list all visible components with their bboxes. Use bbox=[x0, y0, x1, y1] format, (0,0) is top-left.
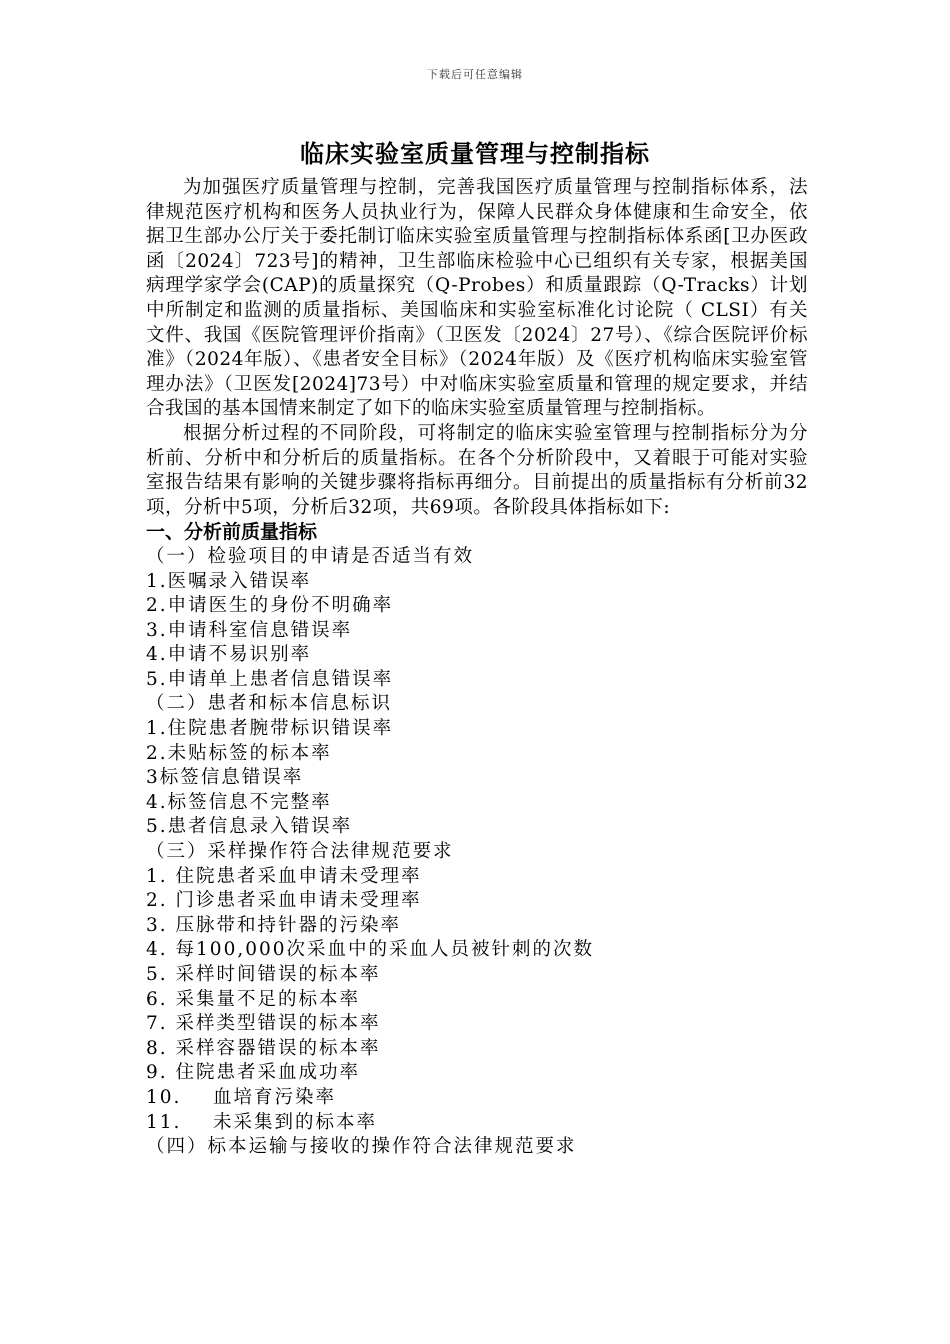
list-item: 11. 未采集到的标本率 bbox=[146, 1111, 377, 1133]
intro-paragraph: 为加强医疗质量管理与控制，完善我国医疗质量管理与控制指标体系，法律规范医疗机构和医务人员执业行为，保障人民群众身体健康和生命安全，依据卫生部办公厅关于委托制订临床实验室质量管理与控制指标体系函[卫办医政函〔2024〕723号]的精神，卫生部临床检验中心已组织有关专家，根据美国病理学家学会(CAP)的质量探究（Q-Probes）和质量跟踪（Q-Tracks）计划中所制定和监测的质量指标、美国临床和实验室标准化讨论院（ CLSI）有关文件、我国《医院管理评价指南》（卫医发〔2024〕27号）、《综合医院评价标准》（2024年版）、《患者安全目标》（2024年版）及《医疗机构临床实验室管理办法》（卫医发[2024]73号）中对临床实验室质量和管理的规定要求，并结合我国的基本国情来制定了如下的临床实验室质量管理与控制指标。 bbox=[146, 177, 808, 420]
indicator-list bbox=[146, 545, 808, 1160]
list-item: （四）标本运输与接收的操作符合法律规范要求 bbox=[146, 1136, 577, 1158]
list-item: 3.申请科室信息错误率 bbox=[146, 619, 353, 641]
list-item: 4.申请不易识别率 bbox=[146, 644, 312, 666]
list-item: 3标签信息错误率 bbox=[146, 767, 304, 789]
list-item: 4.标签信息不完整率 bbox=[146, 791, 332, 813]
document-title: 临床实验室质量管理与控制指标 bbox=[300, 140, 650, 168]
list-item: （二）患者和标本信息标识 bbox=[146, 693, 393, 715]
list-item: 5.申请单上患者信息错误率 bbox=[146, 668, 394, 690]
page-header: 下载后可任意编辑 bbox=[427, 68, 523, 81]
list-item: 7. 采样类型错误的标本率 bbox=[146, 1013, 381, 1035]
list-item: 9. 住院患者采血成功率 bbox=[146, 1062, 361, 1084]
list-item: 1. 住院患者采血申请未受理率 bbox=[146, 865, 422, 887]
list-item: 8. 采样容器错误的标本率 bbox=[146, 1037, 381, 1059]
list-item: 2.申请医生的身份不明确率 bbox=[146, 595, 394, 617]
section-heading: 一、分析前质量指标 bbox=[146, 521, 318, 544]
stages-paragraph: 根据分析过程的不同阶段，可将制定的临床实验室管理与控制指标分为分析前、分析中和分析后的质量指标。在各个分析阶段中，又着眼于可能对实验室报告结果有影响的关键步骤将指标再细分。目前提出的质量指标有分析前32项，分析中5项，分析后32项，共69项。各阶段具体指标如下: bbox=[146, 422, 808, 518]
list-item: 2. 门诊患者采血申请未受理率 bbox=[146, 890, 422, 912]
list-item: 10. 血培育污染率 bbox=[146, 1086, 336, 1108]
list-item: 6. 采集量不足的标本率 bbox=[146, 988, 361, 1010]
list-item: （一）检验项目的申请是否适当有效 bbox=[146, 545, 475, 567]
list-item: 5.患者信息录入错误率 bbox=[146, 816, 353, 838]
document-body bbox=[146, 176, 808, 1160]
list-item: （三）采样操作符合法律规范要求 bbox=[146, 841, 454, 863]
list-item: 1.医嘱录入错误率 bbox=[146, 570, 312, 592]
list-item: 2.未贴标签的标本率 bbox=[146, 742, 332, 764]
list-item: 5. 采样时间错误的标本率 bbox=[146, 964, 381, 985]
list-item: 1.住院患者腕带标识错误率 bbox=[146, 718, 394, 740]
list-item: 3. 压脉带和持针器的污染率 bbox=[146, 914, 402, 936]
list-item: 4. 每100,000次采血中的采血人员被针刺的次数 bbox=[146, 939, 595, 961]
